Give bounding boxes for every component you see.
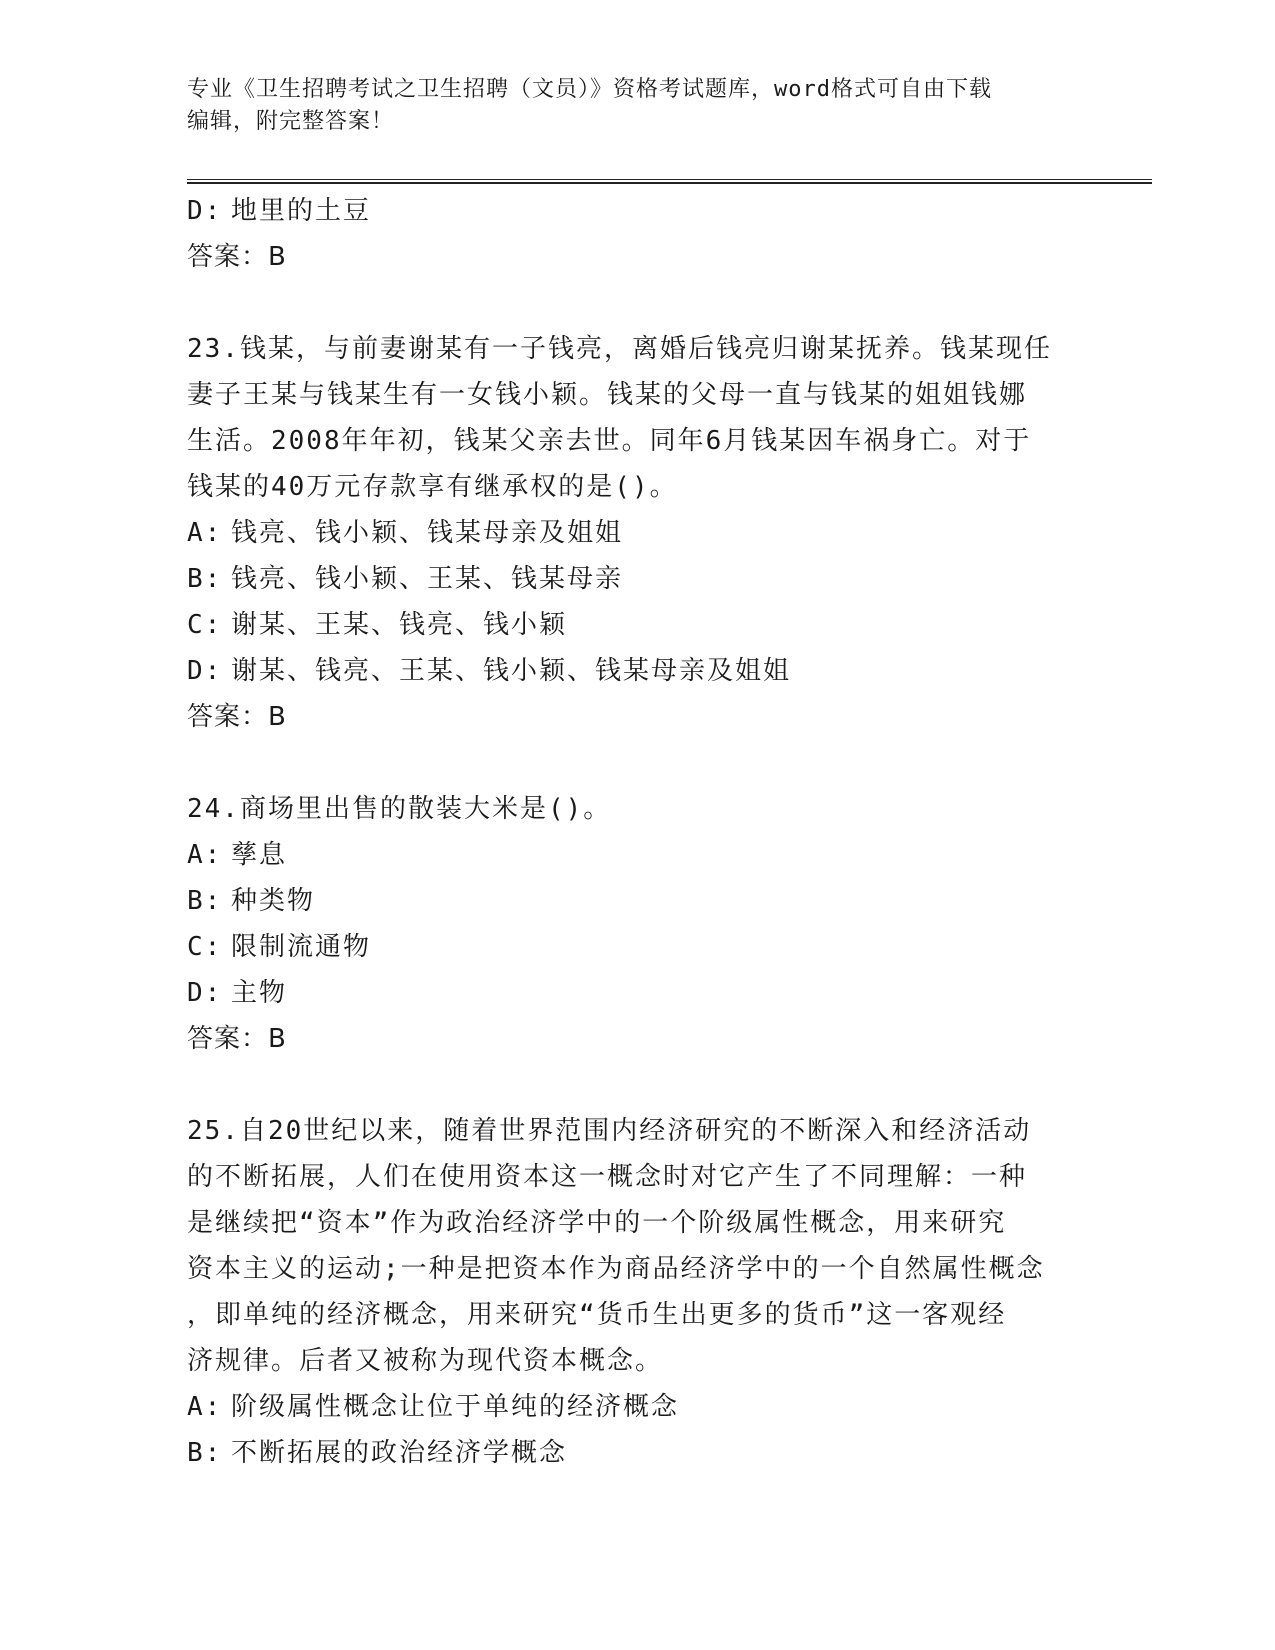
option-letter: D:: [187, 196, 223, 226]
option-d: [187, 648, 1077, 694]
question-text-line: 资本主义的运动;一种是把资本作为商品经济学中的一个自然属性概念: [187, 1254, 1045, 1284]
option-letter: A:: [187, 518, 223, 548]
option-text: 种类物: [231, 886, 316, 916]
question-text-line: 钱某的40万元存款享有继承权的是()。: [187, 472, 678, 502]
question-text-line: 是继续把“资本”作为政治经济学中的一个阶级属性概念，用来研究: [187, 1208, 1007, 1238]
header-line-2: 编辑，附完整答案！: [187, 109, 395, 134]
option-letter: C:: [187, 932, 223, 962]
option-letter: B:: [187, 886, 223, 916]
option-a: [187, 510, 1077, 556]
option-text: 地里的土豆: [231, 196, 372, 226]
answer: 答案：B: [187, 702, 287, 732]
option-text: 钱亮、钱小颖、钱某母亲及姐姐: [231, 518, 624, 548]
option-c: [187, 602, 1077, 648]
question-23: [187, 326, 1077, 740]
option-text: 不断拓展的政治经济学概念: [231, 1438, 568, 1468]
option-letter: A:: [187, 840, 223, 870]
question-list: [187, 188, 1077, 1476]
option-letter: D:: [187, 978, 223, 1008]
option-letter: A:: [187, 1392, 223, 1422]
question-text-line: ，即单纯的经济概念，用来研究“货币生出更多的货币”这一客观经: [187, 1300, 1007, 1330]
spacer: [187, 280, 1077, 326]
option-text: 主物: [231, 978, 288, 1008]
option-d: [187, 970, 1077, 1016]
question-25: [187, 1108, 1077, 1476]
answer: 答案：B: [187, 1024, 287, 1054]
option-text: 限制流通物: [231, 932, 372, 962]
option-c: [187, 924, 1077, 970]
spacer: [187, 1062, 1077, 1108]
question-text-line: 妻子王某与钱某生有一女钱小颖。钱某的父母一直与钱某的姐姐钱娜: [187, 380, 1028, 410]
header-divider-thin: [187, 179, 1152, 180]
question-24: [187, 786, 1077, 1062]
option-a: [187, 832, 1077, 878]
option-text: 孳息: [231, 840, 288, 870]
option-letter: B:: [187, 564, 223, 594]
answer: 答案：B: [187, 242, 287, 272]
option-letter: B:: [187, 1438, 223, 1468]
option-letter: D:: [187, 656, 223, 686]
question-text-line: 济规律。后者又被称为现代资本概念。: [187, 1346, 664, 1376]
option-d: [187, 188, 1077, 234]
question-text-line: 25.自20世纪以来，随着世界范围内经济研究的不断深入和经济活动: [187, 1116, 1032, 1146]
question-text-line: 23.钱某，与前妻谢某有一子钱亮，离婚后钱亮归谢某抚养。钱某现任: [187, 334, 1052, 364]
option-text: 谢某、王某、钱亮、钱小颖: [231, 610, 568, 640]
header-divider-thick: [187, 182, 1152, 184]
question-text-line: 24.商场里出售的散装大米是()。: [187, 794, 612, 824]
spacer: [187, 740, 1077, 786]
question-text-line: 生活。2008年年初，钱某父亲去世。同年6月钱某因车祸身亡。对于: [187, 426, 1032, 456]
option-text: 阶级属性概念让位于单纯的经济概念: [231, 1392, 680, 1422]
option-text: 谢某、钱亮、王某、钱小颖、钱某母亲及姐姐: [231, 656, 792, 686]
question-text-line: 的不断拓展，人们在使用资本这一概念时对它产生了不同理解：一种: [187, 1162, 1028, 1192]
document-header: [187, 74, 1067, 138]
option-b: [187, 1430, 1077, 1476]
option-letter: C:: [187, 610, 223, 640]
header-line-1: 专业《卫生招聘考试之卫生招聘（文员）》资格考试题库，word格式可自由下载: [187, 77, 992, 102]
option-b: [187, 878, 1077, 924]
option-b: [187, 556, 1077, 602]
option-text: 钱亮、钱小颖、王某、钱某母亲: [231, 564, 624, 594]
option-a: [187, 1384, 1077, 1430]
